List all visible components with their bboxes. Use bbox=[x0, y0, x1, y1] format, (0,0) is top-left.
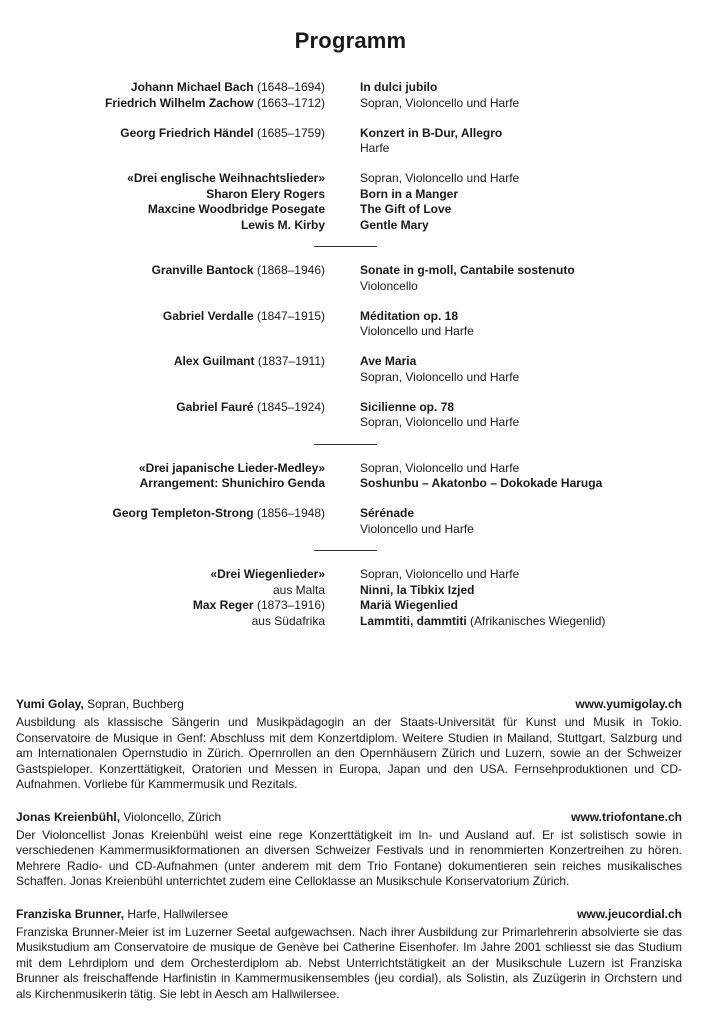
bio-jonas-kreienbuehl bbox=[16, 810, 682, 890]
program-row bbox=[0, 583, 701, 599]
program-row bbox=[0, 354, 701, 370]
program-row bbox=[0, 400, 701, 416]
composer-years: (1648–1694) bbox=[253, 80, 325, 94]
bio-text: Ausbildung als klassische Sängerin und Musikpädagogin an der Staats-Universität für Kunst und Musik in Tokio. Conservatoire de Musique in Genf: Abschluss mit dem Konzertdiplom. Weitere Studien in Mailand, Stuttgart, Salzburg und am Internationalen Opernstudio in Zürich. Opernrollen an den Opernhäusern Zürich und Luzern, sowie an der Schweizer Gastspieloper. Konzerttätigkeit, Oratorien und Messen in Europa, Japan und den USA. Fernsehproduktionen und CD-Aufnahmen. Vorliebe für Kammermusik und Rezitals. bbox=[16, 715, 682, 791]
composer-name: Max Reger bbox=[192, 598, 254, 612]
scoring: Sopran, Violoncello und Harfe bbox=[360, 95, 520, 110]
scoring: Sopran, Violoncello und Harfe bbox=[360, 171, 520, 185]
piece-title: Ave Maria bbox=[360, 354, 417, 368]
website-link[interactable]: www.yumigolay.ch bbox=[575, 697, 682, 711]
scoring: Violoncello und Harfe bbox=[360, 521, 474, 536]
program-row bbox=[0, 567, 701, 583]
set-title: «Drei Wiegenlieder» bbox=[210, 567, 325, 581]
scoring: Violoncello und Harfe bbox=[360, 324, 474, 338]
program-row bbox=[0, 187, 701, 203]
arrangement: Arrangement: Shunichiro Genda bbox=[139, 476, 325, 490]
piece-title: Sonate in g-moll, Cantabile sostenuto bbox=[360, 263, 575, 277]
composer-name: Alex Guilmant bbox=[173, 354, 255, 368]
scoring: Violoncello bbox=[360, 278, 418, 293]
composer-years: (1837–1911) bbox=[254, 354, 325, 368]
bio-yumi-golay bbox=[16, 697, 682, 793]
program-row bbox=[0, 171, 701, 187]
performer-role: Harfe, Hallwilersee bbox=[124, 906, 229, 921]
piece-title: Ninni, la Tibkix Izjed bbox=[360, 582, 475, 597]
composer-years: (1685–1759) bbox=[253, 125, 325, 140]
program-row bbox=[0, 80, 701, 96]
program-row bbox=[0, 370, 701, 386]
composer-years: (1845–1924) bbox=[253, 399, 325, 414]
program-row bbox=[0, 461, 701, 477]
set-title: «Drei japanische Lieder-Medley» bbox=[138, 460, 325, 475]
piece-title: The Gift of Love bbox=[360, 202, 452, 216]
piece-note: (Afrikanisches Wiegenlid) bbox=[466, 613, 606, 628]
composer-years: (1856–1948) bbox=[253, 506, 325, 520]
composer-years: (1873–1916) bbox=[253, 598, 325, 612]
composer-name: Gabriel Verdalle bbox=[162, 308, 254, 323]
piece-title: In dulci jubilo bbox=[360, 80, 438, 94]
program-row bbox=[0, 263, 701, 279]
composer-years: (1868–1946) bbox=[253, 263, 325, 277]
program-row bbox=[0, 324, 701, 340]
program-row bbox=[0, 522, 701, 538]
scoring: Sopran, Violoncello und Harfe bbox=[360, 460, 520, 475]
bio-text: Franziska Brunner-Meier ist im Luzerner Seetal aufgewachsen. Nach ihrer Ausbildung zur Primarlehrerin absolvierte sie das Musikstudium am Conservatoire de musique de Genève bei Catherine Eisenhofer. Im Jahre 2001 schliesst sie das Studium mit dem Lehrdiplom und dem Orchesterdiplom ab. Nebst Unterrichtstätigkeit an der Musikschule Luzern ist Franziska Brunner als freischaffende Harfinistin in Kammermusikensembles (jeu cordial), als Solistin, als Zuzügerin in Orchstern und als Kirchenmusikerin tätig. Sie lebt in Aesch am Hallwilersee. bbox=[16, 924, 682, 1001]
performer-name: Jonas Kreienbühl, bbox=[16, 809, 121, 824]
composer-name: Gabriel Fauré bbox=[176, 399, 254, 414]
composer-name: Friedrich Wilhelm Zachow bbox=[105, 95, 254, 110]
program-row bbox=[0, 202, 701, 218]
composer-name: Georg Friedrich Händel bbox=[120, 125, 254, 140]
section-divider bbox=[314, 444, 377, 445]
program-list bbox=[0, 80, 701, 629]
composer-years: (1663–1712) bbox=[253, 95, 325, 110]
composer-years: (1847–1915) bbox=[253, 308, 325, 323]
program-row bbox=[0, 141, 701, 157]
piece-title: Méditation op. 18 bbox=[360, 308, 459, 323]
origin: aus Südafrika bbox=[251, 613, 325, 628]
program-row bbox=[0, 476, 701, 492]
piece-title: Konzert in B-Dur, Allegro bbox=[360, 125, 503, 140]
piece-title: Born in a Manger bbox=[360, 186, 459, 201]
origin: aus Malta bbox=[272, 582, 325, 597]
piece-title: Soshunbu – Akatonbo – Dokokade Haruga bbox=[360, 476, 603, 490]
scoring: Sopran, Violoncello und Harfe bbox=[360, 415, 520, 429]
program-row bbox=[0, 415, 701, 431]
scoring: Sopran, Violoncello und Harfe bbox=[360, 567, 520, 581]
set-title: «Drei englische Weihnachtslieder» bbox=[127, 171, 325, 185]
piece-title: Mariä Wiegenlied bbox=[360, 598, 458, 612]
composer-name: Maxcine Woodbridge Posegate bbox=[147, 202, 325, 216]
composer-name: Johann Michael Bach bbox=[130, 80, 254, 94]
performer-name: Franziska Brunner, bbox=[16, 906, 125, 921]
composer-name: Lewis M. Kirby bbox=[240, 217, 325, 232]
program-row bbox=[0, 598, 701, 614]
performer-role: Violoncello, Zürich bbox=[120, 809, 222, 824]
program-row bbox=[0, 279, 701, 295]
bio-text: Der Violoncellist Jonas Kreienbühl weist eine rege Konzerttätigkeit im In- und Ausland auf. Er ist solistisch sowie in verschiedenen Kammermusikformationen an diversen Schweizer Festivals und in renommierten Konzertreihen zu hören. Mehrere Radio- und CD-Aufnahmen (unter anderem mit dem Trio Fontane) dokumentieren sein reiches musikalisches Schaffen. Jonas Kreienbühl unterrichtet zudem eine Celloklasse an Musikschule Konservatorium Zürich. bbox=[16, 827, 682, 888]
website-link[interactable]: www.jeucordial.ch bbox=[577, 906, 682, 921]
program-row bbox=[0, 309, 701, 325]
composer-name: Georg Templeton-Strong bbox=[112, 506, 254, 520]
scoring: Sopran, Violoncello und Harfe bbox=[360, 369, 520, 384]
program-row bbox=[0, 126, 701, 142]
program-row bbox=[0, 96, 701, 112]
composer-name: Sharon Elery Rogers bbox=[206, 186, 325, 201]
composer-name: Granville Bantock bbox=[151, 263, 254, 277]
program-row bbox=[0, 614, 701, 630]
piece-title: Lammtiti, dammtiti bbox=[360, 613, 467, 628]
section-divider bbox=[314, 246, 377, 247]
piece-title: Sicilienne op. 78 bbox=[360, 399, 455, 414]
performer-name: Yumi Golay, bbox=[16, 697, 84, 711]
biographies bbox=[16, 697, 682, 1019]
performer-role: Sopran, Buchberg bbox=[83, 697, 184, 711]
section-divider bbox=[314, 550, 377, 551]
piece-title: Gentle Mary bbox=[360, 217, 429, 232]
program-row bbox=[0, 218, 701, 234]
scoring: Harfe bbox=[360, 141, 390, 155]
program-row bbox=[0, 506, 701, 522]
piece-title: Sérénade bbox=[360, 506, 415, 520]
page-title: Programm bbox=[294, 28, 407, 53]
website-link[interactable]: www.triofontane.ch bbox=[571, 809, 682, 824]
bio-franziska-brunner bbox=[16, 907, 682, 1003]
